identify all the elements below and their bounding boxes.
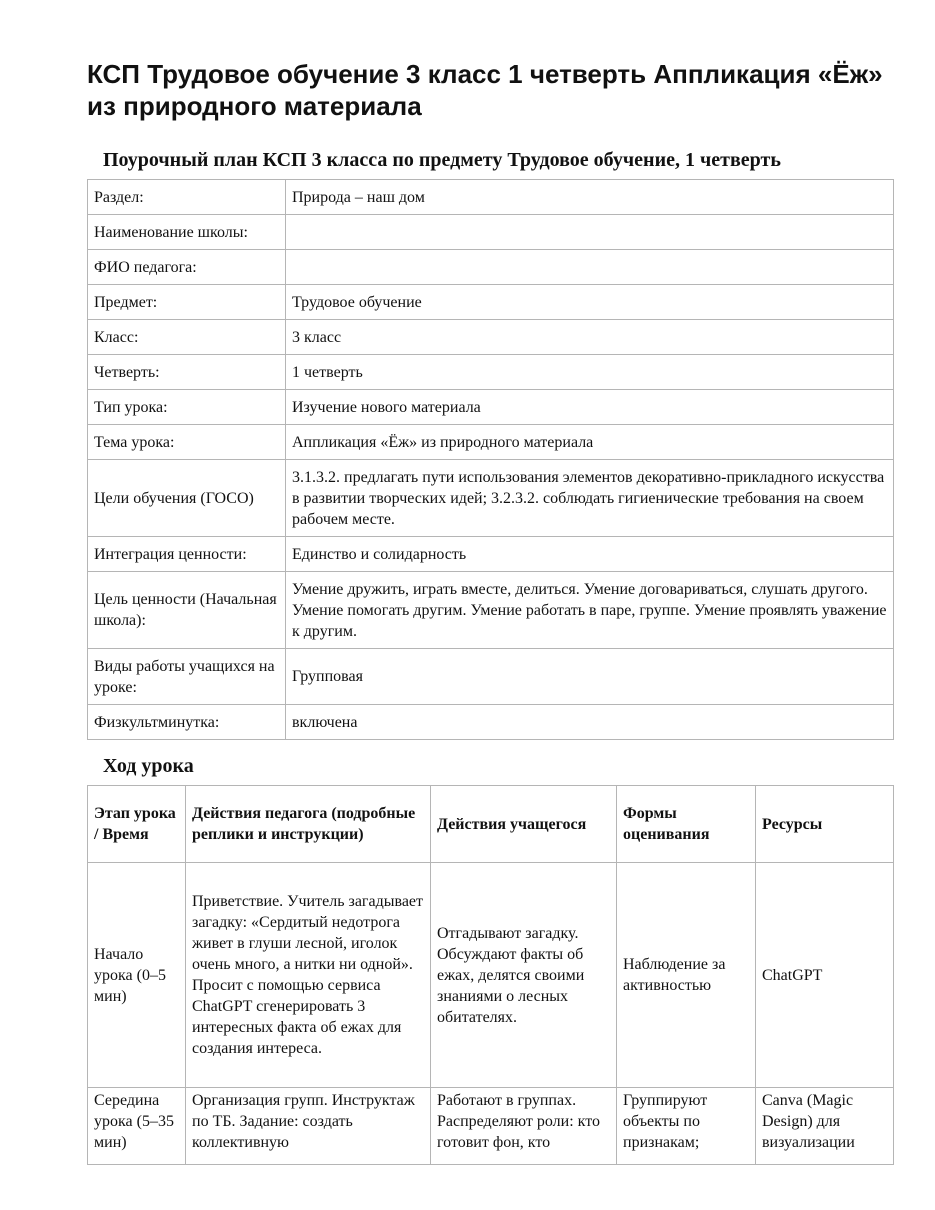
header-stage: Этап урока / Время (88, 786, 186, 863)
info-value: 1 четверть (286, 355, 894, 390)
info-label: Тема урока: (88, 425, 286, 460)
header-assessment: Формы оценивания (617, 786, 756, 863)
info-value (286, 250, 894, 285)
info-value: 3 класс (286, 320, 894, 355)
info-label: Цели обучения (ГОСО) (88, 460, 286, 537)
lesson-header-row (88, 786, 894, 863)
info-row (88, 572, 894, 649)
info-row (88, 285, 894, 320)
teacher-actions-cell: Приветствие. Учитель загадывает загадку: «Сердитый недотрога живет в глуши лесной, иголок очень много, а нитки ни одной». Просит с помощью сервиса ChatGPT сгенерировать 3 интересных факта об ежах для создания интереса. (186, 863, 431, 1088)
info-label: Интеграция ценности: (88, 537, 286, 572)
header-student: Действия учащегося (431, 786, 617, 863)
plan-heading: Поурочный план КСП 3 класса по предмету Трудовое обучение, 1 четверть (103, 149, 781, 171)
info-value: Природа – наш дом (286, 180, 894, 215)
lesson-table (87, 785, 894, 1165)
student-actions-cell: Отгадывают загадку. Обсуждают факты об ежах, делятся своими знаниями о лесных обитателях. (431, 863, 617, 1088)
resources-cell: ChatGPT (756, 863, 894, 1088)
student-actions-cell: Работают в группах. Распределяют роли: кто готовит фон, кто (431, 1088, 617, 1165)
info-label: Наименование школы: (88, 215, 286, 250)
info-label: Физкультминутка: (88, 705, 286, 740)
info-value: Аппликация «Ёж» из природного материала (286, 425, 894, 460)
info-label: Виды работы учащихся на уроке: (88, 649, 286, 705)
lesson-row (88, 863, 894, 1088)
info-value (286, 215, 894, 250)
info-label: ФИО педагога: (88, 250, 286, 285)
info-row (88, 355, 894, 390)
assessment-cell: Группируют объекты по признакам; (617, 1088, 756, 1165)
lesson-heading: Ход урока (103, 755, 194, 777)
resources-cell: Canva (Magic Design) для визуализации (756, 1088, 894, 1165)
info-value: Трудовое обучение (286, 285, 894, 320)
info-value: включена (286, 705, 894, 740)
info-value: Изучение нового материала (286, 390, 894, 425)
info-value: Групповая (286, 649, 894, 705)
info-row (88, 250, 894, 285)
info-row (88, 460, 894, 537)
info-label: Тип урока: (88, 390, 286, 425)
stage-cell: Середина урока (5–35 мин) (88, 1088, 186, 1165)
info-label: Четверть: (88, 355, 286, 390)
info-value: 3.1.3.2. предлагать пути использования элементов декоративно-прикладного искусства в развитии творческих идей; 3.2.3.2. соблюдать гигиенические требования на своем рабочем месте. (286, 460, 894, 537)
info-row (88, 215, 894, 250)
teacher-actions-cell: Организация групп. Инструктаж по ТБ. Задание: создать коллективную (186, 1088, 431, 1165)
document-title: КСП Трудовое обучение 3 класс 1 четверть Аппликация «Ёж» из природного материала (87, 59, 883, 121)
info-row (88, 705, 894, 740)
info-table (87, 179, 894, 740)
info-label: Цель ценности (Начальная школа): (88, 572, 286, 649)
info-row (88, 425, 894, 460)
info-value: Умение дружить, играть вместе, делиться. Умение договариваться, слушать другого. Умение помогать другим. Умение работать в паре, группе. Умение проявлять уважение к другим. (286, 572, 894, 649)
info-value: Единство и солидарность (286, 537, 894, 572)
assessment-cell: Наблюдение за активностью (617, 863, 756, 1088)
info-row (88, 537, 894, 572)
lesson-row (88, 1088, 894, 1165)
info-row (88, 649, 894, 705)
info-label: Раздел: (88, 180, 286, 215)
header-teacher: Действия педагога (подробные реплики и инструкции) (186, 786, 431, 863)
header-resources: Ресурсы (756, 786, 894, 863)
info-row (88, 320, 894, 355)
info-row (88, 390, 894, 425)
info-row (88, 180, 894, 215)
stage-cell: Начало урока (0–5 мин) (88, 863, 186, 1088)
info-label: Класс: (88, 320, 286, 355)
info-label: Предмет: (88, 285, 286, 320)
